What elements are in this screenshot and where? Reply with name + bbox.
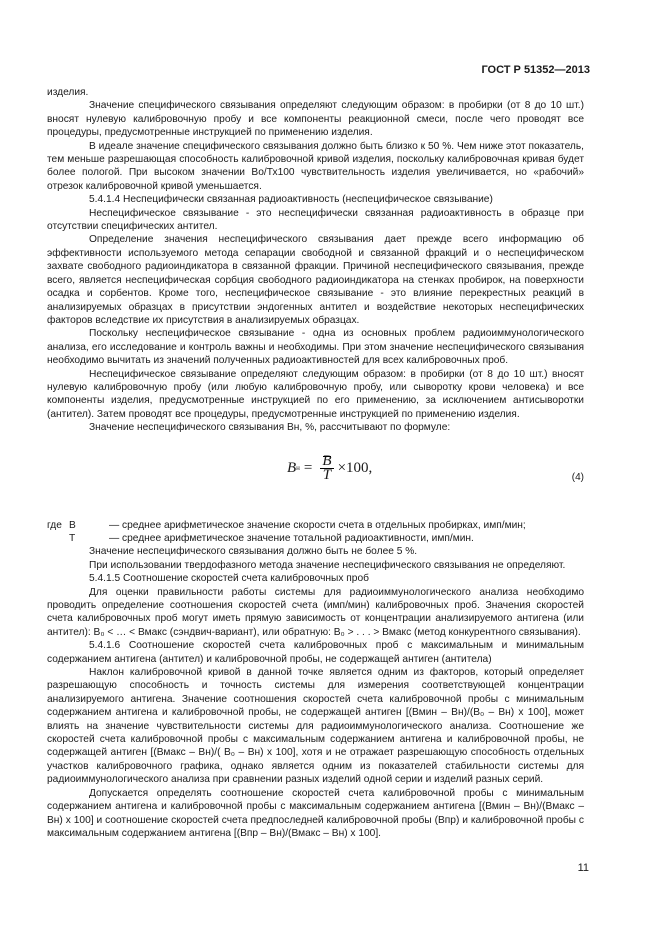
paragraph: изделия. bbox=[47, 87, 89, 98]
section-heading: 5.4.1.6 Соотношение скоростей счета калибровочных проб с максимальным и минимальным содержанием антигена (антител) и калибровочной пробы, не содержащей антиген (антитела) bbox=[47, 640, 584, 665]
standard-header: ГОСТ Р 51352—2013 bbox=[481, 64, 590, 76]
formula-fraction bbox=[320, 452, 333, 483]
paragraph: Определение значения неспецифического связывания дает прежде всего информацию об эффективности используемого метода сепарации свободной и связанной фракций и о неспецифическом захвате свободного радиоиндикатора в связанной фракции. Причиной неспецифического связывания, прежде всего, является неспецифическая сорбция свободного радиоиндикатора на стенках пробирок, на поверхности осадка и сорбентов. Кроме того, неспецифическое связывание - это влияние перекрестных реакций в анализируемых образцах в присутствии эндогенных антител и воздействие некоторых неспецифических факторов вследствие их присутствия в анализируемых образцах. bbox=[47, 234, 584, 326]
paragraph: Неспецифическое связывание - это неспецифически связанная радиоактивность в образце при отсутствии специфических антител. bbox=[47, 207, 584, 233]
definition-t bbox=[47, 532, 584, 545]
definition-b-text: — среднее арифметическое значение скорости счета в отдельных пробирках, имп/мин; bbox=[109, 519, 526, 531]
formula-eq: = bbox=[303, 459, 313, 476]
paragraph: Значение неспецифического связывания должно быть не более 5 %. bbox=[89, 546, 418, 558]
definitions bbox=[47, 519, 584, 546]
section-heading: 5.4.1.4 Неспецифически связанная радиоактивность (неспецифическое связывание) bbox=[89, 194, 493, 206]
paragraph: Значение специфического связывания определяют следующим образом: в пробирки (от 8 до 10 шт.) вносят нулевую калибровочную пробу и все компоненты реакционной смеси, после чего проводят все процедуры, предусмотренные инструкцией по применению изделия. bbox=[47, 100, 584, 139]
paragraph: В идеале значение специфического связывания должно быть близко к 50 %. Чем ниже этот показатель, тем меньше разрешающая способность калибровочной кривой изделия, поскольку калибровочная кривая будет более пологой. При высоком значении Во/Тх100 чувствительность изделия увеличивается, но «рабочий» отрезок калибровочной кривой уменьшается. bbox=[47, 140, 584, 192]
b-symbol: B bbox=[69, 519, 76, 531]
paragraph: Поскольку неспецифическое связывание - одна из основных проблем радиоиммунологического анализа, его исследование и контроль важны и необходимы. При этом значение неспецифического связывания необходимо вычитать из значений полученных радиоактивностей для всех калибровочных проб. bbox=[47, 328, 584, 367]
formula-rest: ×100, bbox=[337, 459, 373, 476]
formula-numerator: B bbox=[322, 452, 332, 469]
formula-number: (4) bbox=[571, 471, 584, 483]
formula-expression bbox=[287, 452, 373, 483]
paragraph: Неспецифическое связывание определяют следующим образом: в пробирки (от 8 до 10 шт.) вносят нулевую калибровочную пробу (или любую калибровочную пробу, или сыворотку крови человека) и все компоненты изделия, предусмотренные инструкцией по его применению, за исключением антисыворотки (антител). Затем проводят все процедуры, предусмотренные инструкцией по применению изделия. bbox=[47, 368, 584, 420]
formula-lhs-sub: н bbox=[296, 463, 300, 472]
formula-4 bbox=[47, 449, 584, 513]
paragraph: Для оценки правильности работы системы для радиоиммунологического анализа необходимо проводить определение соотношения скоростей счета (имп/мин) калибровочных проб. Значения скоростей счета калибровочных проб могут иметь прямую зависимость от концентрации анализируемого антигена (или антител): В₀ < … < Вмакс (сэндвич-вариант), или обратную: В₀ > . . . > Вмакс (метод конкурентного связывания). bbox=[47, 586, 584, 638]
t-symbol: Т bbox=[69, 532, 76, 544]
definition-t-text: — среднее арифметическое значение тотальной радиоактивности, имп/мин. bbox=[109, 532, 474, 544]
paragraph: При использовании твердофазного метода значение неспецифического связывания не определяют. bbox=[89, 559, 566, 571]
section-heading: 5.4.1.5 Соотношение скоростей счета калибровочных проб bbox=[89, 573, 369, 585]
document-body bbox=[47, 86, 584, 840]
page-number: 11 bbox=[577, 862, 589, 874]
paragraph: Наклон калибровочной кривой в данной точке является одним из факторов, который определяет разрешающую способность и точность системы для измерения соответствующей концентрации анализируемого антигена. Значение соотношения скоростей счета калибровочной пробы с минимальным содержанием антигена и калибровочной пробы, не содержащей антиген [(Вмин – Вн)/(В₀ – Вн) х 100], может влиять на значение чувствительности системы для радиоиммунологического анализа. Соотношение же скоростей счета калибровочной пробы с максимальным содержанием антигена и калибровочной пробы, не содержащей антиген [(Вмакс – Вн)/( В₀ – Вн) х 100], хотя и не отражает разрешающую способность отдельных участков калибровочного графика, однако является одним из показателей стабильности системы для радиоиммунологического анализа при сравнении разных изделий одной серии и изделий разных серий. bbox=[47, 667, 584, 786]
paragraph: Допускается определять соотношение скоростей счета калибровочной пробы с минимальным содержанием антигена и калибровочной пробы с максимальным содержанием антигена [(Вмин – Вн)/(Вмакс – Вн) х 100] и соотношение скоростей счета предпоследней калибровочной пробы (Впр) и калибровочной пробы с максимальным содержанием антигена [(Впр – Вн)/(Вмакс – Вн) х 100]. bbox=[47, 787, 584, 839]
paragraph: Значение неспецифического связывания Вн, %, рассчитывают по формуле: bbox=[89, 422, 451, 434]
formula-denominator: T bbox=[322, 466, 332, 483]
formula-lhs: B bbox=[287, 459, 297, 476]
where-label: где bbox=[47, 519, 62, 531]
definition-b bbox=[47, 519, 584, 532]
